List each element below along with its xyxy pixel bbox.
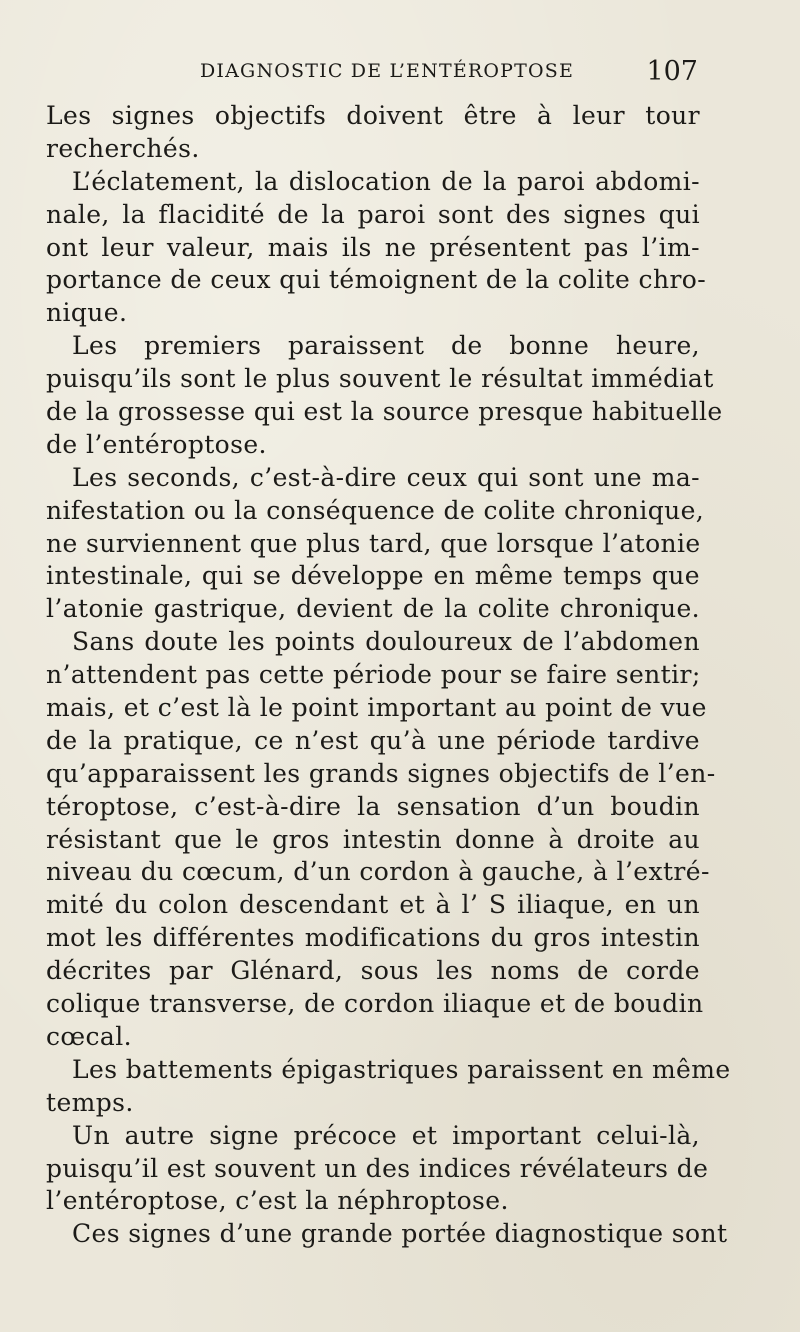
body-text	[46, 100, 731, 1251]
text-line: nique.	[46, 298, 128, 328]
text-line: puisqu’il est souvent un des indices révélateurs de	[46, 1153, 709, 1183]
text-line: L’éclatement, la dislocation de la paroi abdomi-	[72, 166, 700, 196]
text-line: Un autre signe précoce et important celui-là,	[72, 1120, 700, 1150]
text-line: téroptose, c’est-à-dire la sensation d’un boudin	[46, 791, 700, 821]
text-line: résistant que le gros intestin donne à droite au	[46, 824, 700, 854]
text-line: colique transverse, de cordon iliaque et de boudin	[46, 989, 704, 1019]
text-line: cœcal.	[46, 1021, 132, 1051]
text-line: nale, la flacidité de la paroi sont des signes qui	[46, 199, 700, 229]
text-line: ne surviennent que plus tard, que lorsque l’atonie	[46, 528, 701, 558]
text-line: Sans doute les points douloureux de l’abdomen	[72, 627, 700, 657]
text-line: nifestation ou la conséquence de colite chronique,	[46, 495, 705, 525]
page-number: 107	[646, 56, 698, 87]
text-line: mais, et c’est là le point important au point de vue	[46, 693, 707, 723]
text-line: intestinale, qui se développe en même temps que	[46, 561, 700, 591]
text-line: recherchés.	[46, 133, 200, 163]
text-line: décrites par Glénard, sous les noms de corde	[46, 956, 700, 986]
text-line: de la grossesse qui est la source presque habituelle	[46, 397, 723, 427]
text-line: temps.	[46, 1087, 134, 1117]
text-line: l’entéroptose, c’est la néphroptose.	[46, 1186, 509, 1216]
text-line: qu’apparaissent les grands signes objectifs de l’en-	[46, 758, 716, 788]
text-line: Les seconds, c’est-à-dire ceux qui sont une ma-	[72, 462, 700, 492]
text-line: Les premiers paraissent de bonne heure,	[72, 331, 700, 361]
text-line: de l’entéroptose.	[46, 429, 267, 459]
text-line: mité du colon descendant et à l’ S iliaque, en un	[46, 890, 700, 920]
text-line: l’atonie gastrique, devient de la colite chronique.	[46, 594, 700, 624]
text-line: Ces signes d’une grande portée diagnostique sont	[72, 1219, 728, 1249]
text-line: niveau du cœcum, d’un cordon à gauche, à l’extré-	[46, 857, 710, 887]
text-line: ont leur valeur, mais ils ne présentent pas l’im-	[46, 232, 700, 262]
text-line: mot les différentes modifications du gros intestin	[46, 923, 700, 953]
text-line: Les battements épigastriques paraissent en même	[72, 1054, 731, 1084]
text-line: puisqu’ils sont le plus souvent le résultat immédiat	[46, 364, 714, 394]
text-line: portance de ceux qui témoignent de la colite chro-	[46, 265, 707, 295]
running-title: DIAGNOSTIC DE L’ENTÉROPTOSE	[200, 60, 575, 82]
text-line: n’attendent pas cette période pour se faire sentir;	[46, 660, 701, 690]
page-header	[200, 56, 698, 88]
text-line: Les signes objectifs doivent être à leur tour	[46, 101, 700, 130]
text-line: de la pratique, ce n’est qu’à une période tardive	[46, 725, 700, 755]
